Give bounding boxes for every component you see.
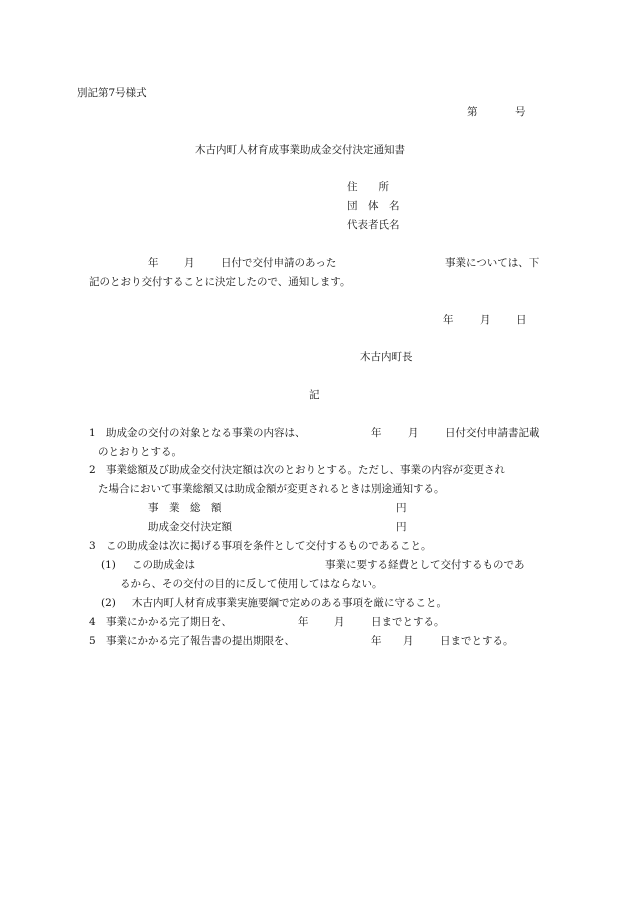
item3-sub2: 木古内町人材育成事業実施要綱で定めのある事項を厳に守ること。 xyxy=(132,597,447,609)
issuer: 木古内町長 xyxy=(360,351,413,363)
ki-heading: 記 xyxy=(309,389,320,401)
intro-line2: 記のとおり交付することに決定したので、通知します。 xyxy=(89,276,351,288)
intro-project: 事業については、下 xyxy=(445,257,540,269)
item2-line1: 事業総額及び助成金交付決定額は次のとおりとする。ただし、事業の内容が変更され xyxy=(106,464,505,476)
grant-amount-label: 助成金交付決定額 xyxy=(148,521,232,533)
item4-number: 4 xyxy=(89,616,96,628)
item4-month: 月 xyxy=(334,616,345,628)
item3-sub1-c: るから、その交付の目的に反して使用してはならない。 xyxy=(120,578,383,590)
item3-sub1-a: この助成金は xyxy=(132,559,195,571)
item1-month: 月 xyxy=(408,427,419,439)
addressee-address: 住 所 xyxy=(347,181,389,193)
item5-month: 月 xyxy=(403,635,414,647)
item3-number: 3 xyxy=(89,540,96,552)
item4-tail: 日までとする。 xyxy=(371,616,445,628)
item1-tail: 日付交付申請書記載 xyxy=(445,427,540,439)
item5-year: 年 xyxy=(371,635,382,647)
item1-year: 年 xyxy=(371,427,382,439)
addressee-group: 団 体 名 xyxy=(347,200,400,212)
item3-sub2-number: (2) xyxy=(101,597,116,609)
addressee-representative: 代表者氏名 xyxy=(347,219,400,231)
document-title: 木古内町人材育成事業助成金交付決定通知書 xyxy=(195,144,405,156)
item1-number: 1 xyxy=(89,427,96,439)
item4-year: 年 xyxy=(298,616,309,628)
item2-line2: た場合において事業総額又は助成金額が変更されるときは別途通知する。 xyxy=(98,483,445,495)
item3-sub1-number: (1) xyxy=(101,559,116,571)
item5-tail: 日までとする。 xyxy=(440,635,514,647)
grant-amount-yen: 円 xyxy=(396,521,407,533)
item1-line2: のとおりとする。 xyxy=(98,446,182,458)
intro-month: 月 xyxy=(184,257,195,269)
document-number-go: 号 xyxy=(515,106,526,118)
intro-day-applied: 日付で交付申請のあった xyxy=(221,257,337,269)
issue-date-day: 日 xyxy=(516,314,527,326)
item5-text: 事業にかかる完了報告書の提出期限を、 xyxy=(106,635,295,647)
intro-year: 年 xyxy=(148,257,159,269)
issue-date-year: 年 xyxy=(443,314,454,326)
document-number-dai: 第 xyxy=(467,106,478,118)
item1-text: 助成金の交付の対象となる事業の内容は、 xyxy=(106,427,306,439)
item2-number: 2 xyxy=(89,464,96,476)
item3-sub1-b: 事業に要する経費として交付するものであ xyxy=(325,559,525,571)
issue-date-month: 月 xyxy=(480,314,491,326)
item5-number: 5 xyxy=(89,635,96,647)
total-amount-yen: 円 xyxy=(396,502,407,514)
form-label: 別記第7号様式 xyxy=(77,87,147,99)
item3-line1: この助成金は次に掲げる事項を条件として交付するものであること。 xyxy=(106,540,432,552)
total-amount-label: 事 業 総 額 xyxy=(148,502,222,514)
item4-text: 事業にかかる完了期日を、 xyxy=(106,616,232,628)
